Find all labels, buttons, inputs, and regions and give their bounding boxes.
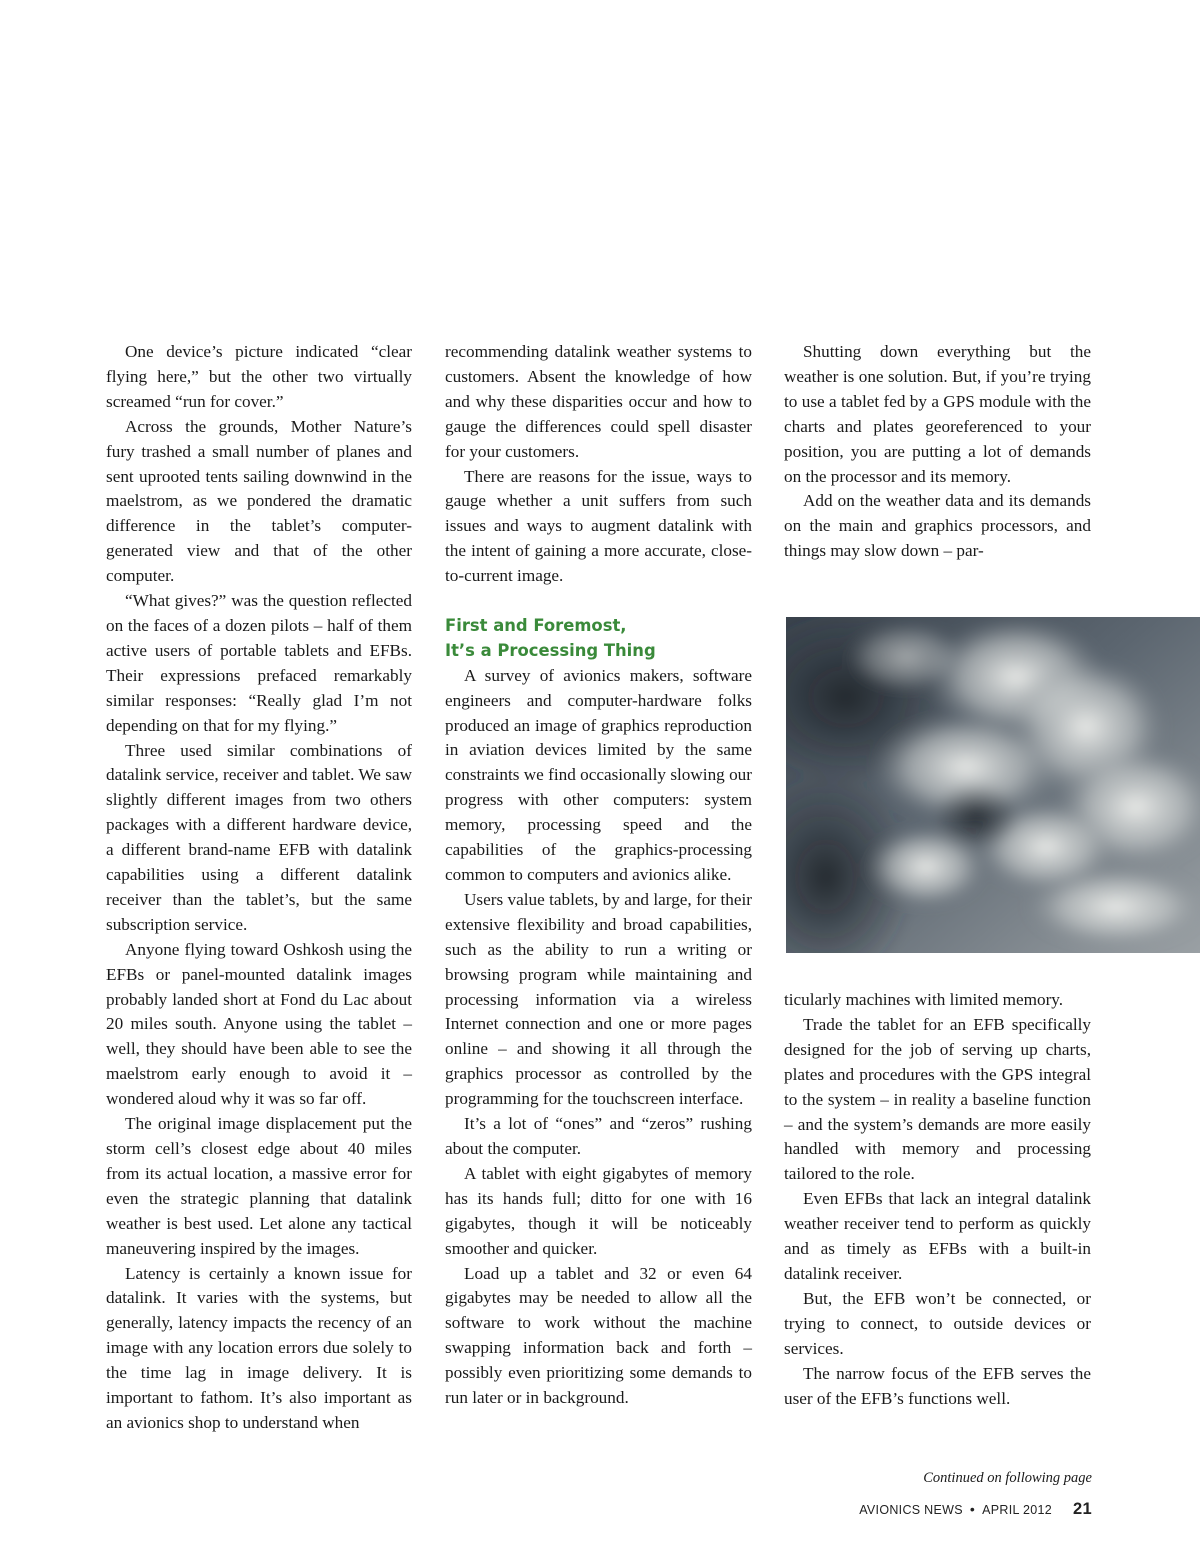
- paragraph: The original image displacement put the storm cell’s closest edge about 40 miles from its actual location, a massive error for even the strategic planning that datalink weather is best used. Let alone any tactical maneuvering inspired by the images.: [106, 1114, 412, 1258]
- paragraph: Across the grounds, Mother Nature’s fury trashed a small number of planes and sent uprooted tents sailing downwind in the maelstrom, as we pondered the dramatic difference in the tablet’s computer-generated view and that of the other computer.: [106, 416, 412, 586]
- paragraph: One device’s picture indicated “clear flying here,” but the other two virtually screamed “run for cover.”: [106, 342, 412, 411]
- column-1: [106, 340, 412, 1436]
- paragraph: Three used similar combinations of datalink service, receiver and tablet. We saw slightly different images from two others packages with a different hardware device, a different brand-name EFB with datalink capabilities using a different datalink receiver than the tablet’s, but the same subscription service.: [106, 740, 412, 934]
- paragraph: The narrow focus of the EFB serves the user of the EFB’s functions well.: [784, 1363, 1091, 1408]
- publication-name: AVIONICS NEWS: [859, 1503, 963, 1517]
- paragraph: Trade the tablet for an EFB specifically designed for the job of serving up charts, plates and procedures with the GPS integral to the system – in reality a baseline function – and the system’s demands are more easily handled with memory and processing tailored to the role.: [784, 1014, 1091, 1184]
- continued-note: Continued on following page: [923, 1470, 1092, 1486]
- paragraph: A survey of avionics makers, software engineers and computer-hardware folks produced an image of graphics reproduction in aviation devices limited by the same constraints we find occasionally slowing our progress with other computers: system memory, processing speed and the capabilities of the graphics-processing common to computers and avionics alike.: [445, 665, 752, 885]
- storm-cloud-photo: [786, 617, 1200, 953]
- paragraph-continued: ticularly machines with limited memory.: [784, 990, 1064, 1009]
- paragraph: A tablet with eight gigabytes of memory has its hands full; ditto for one with 16 gigabytes, though it will be noticeably smoother and quicker.: [445, 1163, 752, 1258]
- paragraph: Shutting down everything but the weather is one solution. But, if you’re trying to use a tablet fed by a GPS module with the charts and plates georeferenced to your position, you are putting a lot of demands on the processor and its memory.: [784, 342, 1091, 486]
- paragraph: Even EFBs that lack an integral datalink weather receiver tend to perform as quickly and as timely as EFBs with a built-in datalink receiver.: [784, 1189, 1091, 1283]
- paragraph: Users value tablets, by and large, for their extensive flexibility and broad capabilities, such as the ability to run a writing or browsing program while maintaining and processing information via a wireless Internet connection and one or more pages online – and showing it all through the graphics processor as controlled by the programming for the touchscreen interface.: [445, 889, 752, 1109]
- page-number: 21: [1073, 1500, 1092, 1518]
- section-subhead: [445, 614, 752, 664]
- subhead-line-1: First and Foremost,: [445, 615, 627, 635]
- issue-date: APRIL 2012: [982, 1503, 1053, 1517]
- paragraph: Add on the weather data and its demands on the main and graphics processors, and things may slow down – par-: [784, 491, 1091, 561]
- subhead-line-2: It’s a Processing Thing: [445, 640, 656, 660]
- paragraph: Latency is certainly a known issue for datalink. It varies with the systems, but generally, latency impacts the recency of an image with any location errors due solely to the time lag in image delivery. It is important to fathom. It’s also important as an avionics shop to understand when: [106, 1263, 412, 1432]
- paragraph: “What gives?” was the question reflected on the faces of a dozen pilots – half of them active users of portable tablets and EFBs. Their expressions prefaced remarkably similar responses: “Really glad I’m not depending on that for my flying.”: [106, 591, 412, 735]
- paragraph: Load up a tablet and 32 or even 64 gigabytes may be needed to allow all the software to work without the machine swapping information back and forth – possibly even prioritizing some demands to run later or in background.: [445, 1263, 752, 1408]
- paragraph: But, the EFB won’t be connected, or trying to connect, to outside devices or services.: [784, 1288, 1091, 1358]
- paragraph: There are reasons for the issue, ways to gauge whether a unit suffers from such issues and ways to augment datalink with the intent of gaining a more accurate, close-to-current image.: [445, 466, 752, 586]
- column-3-top: [784, 340, 1091, 564]
- column-2: [445, 340, 752, 1411]
- column-3-bottom: [784, 988, 1091, 1411]
- paragraph-continued: recommending datalink weather systems to customers. Absent the knowledge of how and why these disparities occur and how to gauge the differences could spell disaster for your customers.: [445, 342, 752, 461]
- paragraph: It’s a lot of “ones” and “zeros” rushing about the computer.: [445, 1114, 752, 1158]
- paragraph: Anyone flying toward Oshkosh using the EFBs or panel-mounted datalink images probably landed short at Fond du Lac about 20 miles south. Anyone using the tablet – well, they should have been able to see the maelstrom early enough to avoid it – wondered aloud why it was so far off.: [106, 939, 412, 1109]
- bullet-separator: •: [969, 1501, 976, 1517]
- page-footer: [859, 1500, 1092, 1519]
